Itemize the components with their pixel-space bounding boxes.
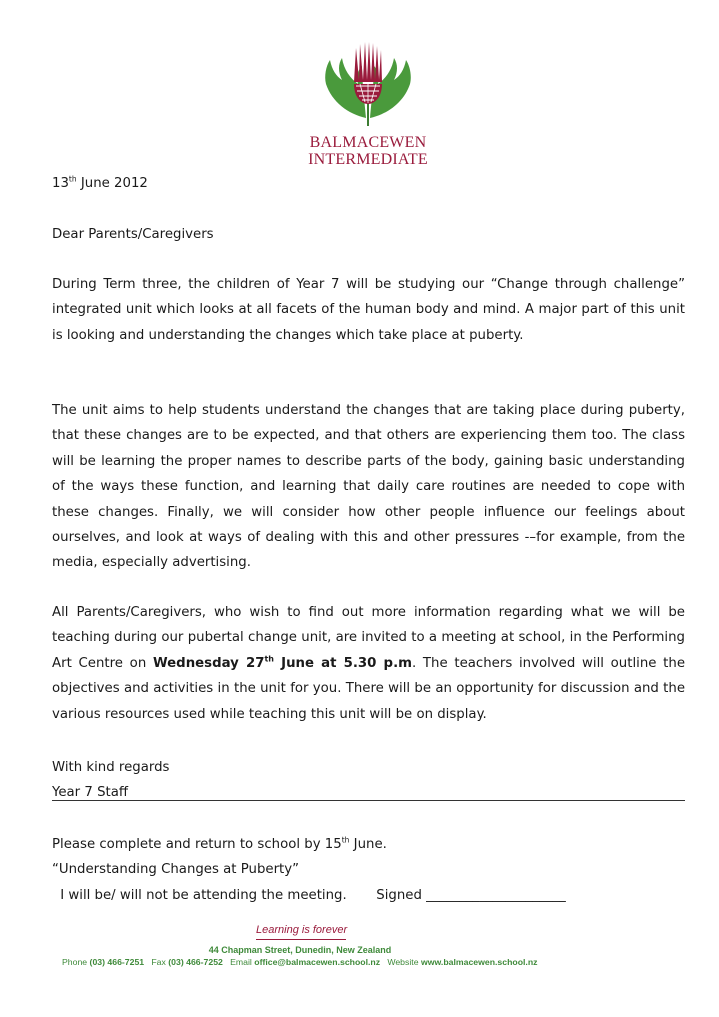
- paragraph-3: All Parents/Caregivers, who wish to find out more information regarding what we will be teaching during our pubertal change unit, are invited to a meeting at school, in the Performing Art Centre on Wednesday 27th June at 5.30 p.m. The teachers involved will outline the objectives and activities in the unit for you. There will be an opportunity for discussion and the various resources used while teaching this unit will be on display.: [52, 605, 685, 722]
- paragraph-2: The unit aims to help students understand the changes that are taking place during puberty, that these changes are to be expected, and that others are experiencing them too. The class will be learning the proper names to describe parts of the body, gaining basic understanding of the ways these function, and learning that daily care routines are needed to cope with these changes. Finally, we will consider how other people influence our feelings about ourselves, and look at ways of dealing with this and other pressures -–for example, from the media, especially advertising.: [52, 403, 685, 571]
- footer-contact: Phone (03) 466-7251 Fax (03) 466-7252 Email office@balmacewen.school.nz Website www.balmacewen.school.nz: [62, 957, 538, 967]
- footer-website: www.balmacewen.school.nz: [420, 957, 538, 967]
- return-instructions: Please complete and return to school by 15th June.: [52, 835, 387, 852]
- meeting-datetime: Wednesday 27th June at 5.30 p.m: [152, 654, 412, 671]
- attendance-line: I will be/ will not be attending the meeting. Signed _____________________: [56, 888, 566, 903]
- letter-date: 13th June 2012: [52, 174, 148, 191]
- paragraph-1: During Term three, the children of Year 7 will be studying our “Change through challenge” integrated unit which looks at all facets of the human body and mind. A major part of this unit is looking and understanding the changes which take place at puberty.: [52, 277, 685, 343]
- footer-divider: [256, 939, 346, 940]
- slip-topic: “Understanding Changes at Puberty”: [52, 862, 300, 877]
- school-name: [268, 134, 468, 168]
- school-name-line1: BALMACEWEN: [309, 134, 427, 151]
- footer-tagline: Learning is forever: [256, 924, 348, 936]
- footer-phone: (03) 466-7251: [89, 957, 145, 967]
- footer-email: office@balmacewen.school.nz: [254, 957, 381, 967]
- closing: With kind regards: [52, 760, 170, 775]
- school-name-line2: INTERMEDIATE: [308, 151, 428, 168]
- cut-line: [52, 800, 685, 801]
- thistle-icon: [318, 40, 418, 128]
- signature: Year 7 Staff: [52, 785, 129, 800]
- salutation: Dear Parents/Caregivers: [52, 227, 214, 242]
- footer-address: 44 Chapman Street, Dunedin, New Zealand: [208, 945, 392, 955]
- footer-fax: (03) 466-7252: [168, 957, 223, 967]
